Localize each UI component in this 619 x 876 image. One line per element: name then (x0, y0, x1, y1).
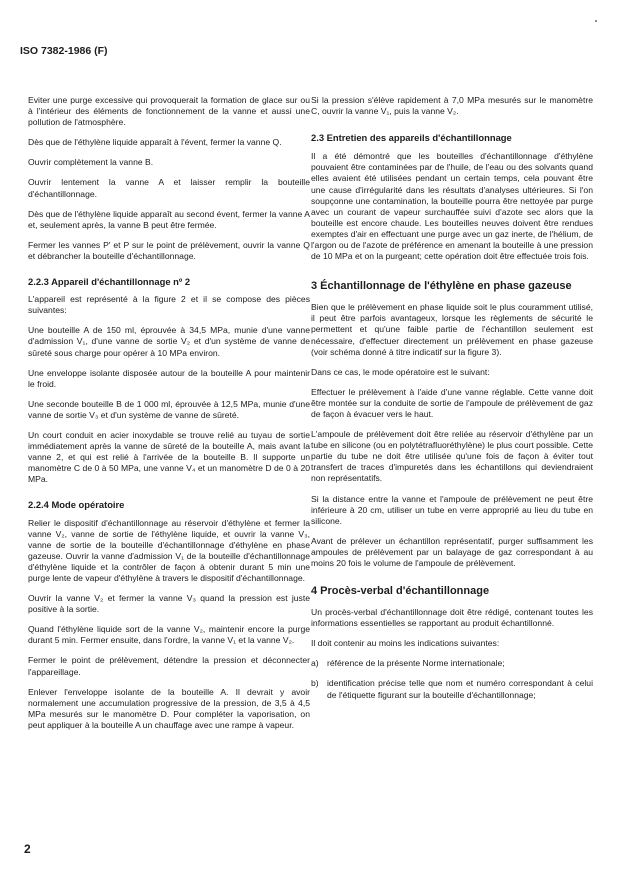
paragraph: Il a été démontré que les bouteilles d'échantillonnage d'éthylène pouvaient être contaminées par de l'huile, de l'eau ou des solvants quand elles avaient été utilisées pendant un certain temps, cela pouvant être une cause d'irrégularité dans les résultats d'analyses ultérieures. Si l'on soupçonne une contamination, la bouteille pourra être nettoyée par purge avec un courant de vapeur surchauffée suivi d'azote sec alors que la bouteille est encore chaude. Les bouteilles neuves doivent être rendues exemptes d'air en effectuant une purge avec un gaz inerte, de l'hélium, de l'argon ou de l'azote de préférence en amenant la bouteille à une pression de 10 MPa et on la purgeant; cette opération doit être effectuée trois fois. (311, 151, 593, 262)
paragraph: Ouvrir complètement la vanne B. (28, 157, 154, 168)
scan-speck (595, 20, 597, 22)
paragraph: Relier le dispositif d'échantillonnage au réservoir d'éthylène et fermer la vanne V₂, vanne de sortie de l'éthylène liquide, et ouvrir la vanne V₃, vanne de sortie de la bouteille d'échantillonnage d'éthylène en phase gazeuse. Ouvrir la vanne d'admission V₁ de la bouteille d'échantillonnage d'éthylène liquide et la contrôler de façon à obtenir durant 5 min une purge lente de vapeur d'éthylène à travers le dispositif d'échantillonnage. (28, 517, 310, 583)
section-heading-2-2-3: 2.2.3 Appareil d'échantillonnage nº 2 (28, 276, 191, 288)
paragraph: Une enveloppe isolante disposée autour de la bouteille A pour maintenir le froid. (28, 367, 310, 389)
paragraph: Ouvrir la vanne V₂ et fermer la vanne V₃ quand la pression est juste positive à la sortie. (28, 593, 310, 615)
list-item-text: référence de la présente Norme internationale; (327, 658, 505, 669)
left-column (28, 95, 310, 731)
paragraph: Un court conduit en acier inoxydable se trouve relié au tuyau de sortie immédiatement après la vanne de sûreté de la bouteille A, mais avant la vanne 2, et qui est relié à l'arrivée de la bouteille B. Il supporte un manomètre C de 0 à 50 MPa, une vanne V₄ et un manomètre D de 0 à 20 MPa. (28, 429, 310, 485)
paragraph: Dès que de l'éthylène liquide apparaît au second évent, fermer la vanne A et, seulement après, la vanne B peut être fermée. (28, 208, 310, 230)
list-item (311, 678, 593, 700)
paragraph: Fermer le point de prélèvement, détendre la pression et déconnecter l'appareillage. (28, 655, 310, 677)
section-heading-4: 4 Procès-verbal d'échantillonnage (311, 585, 490, 598)
paragraph: Dès que de l'éthylène liquide apparaît à l'évent, fermer la vanne Q. (28, 137, 282, 148)
page-header: ISO 7382-1986 (F) (20, 45, 108, 57)
paragraph: L'appareil est représenté à la figure 2 et il se compose des pièces suivantes: (28, 294, 310, 316)
paragraph: Un procès-verbal d'échantillonnage doit être rédigé, contenant toutes les informations essentielles se rapportant au produit échantillonné. (311, 607, 593, 629)
section-heading-2-3: 2.3 Entretien des appareils d'échantillonnage (311, 132, 512, 144)
paragraph: Eviter une purge excessive qui provoquerait la formation de glace sur ou à l'intérieur des éléments de fonctionnement de la vanne et aussi une pollution de l'atmosphère. (28, 95, 310, 128)
list-item-key: b) (311, 678, 319, 689)
paragraph: Enlever l'enveloppe isolante de la bouteille A. Il devrait y avoir normalement une accumulation progressive de la pression, de 3,5 à 4,5 MPa mesurés sur le manomètre D. Pour compléter la vaporisation, on peut appliquer à la bouteille A un chauffage avec une rampe à vapeur. (28, 686, 310, 730)
list-item-key: a) (311, 658, 319, 669)
paragraph: Bien que le prélèvement en phase liquide soit le plus couramment utilisé, il peut être parfois avantageux, lorsque les règlements de sécurité le permettent et qu'une faible partie de l'échantillon seulement est nécessaire, d'effectuer directement un prélèvement en phase gazeuse (voir schéma donné à titre indicatif sur la figure 3). (311, 302, 593, 357)
list-item (311, 658, 593, 669)
paragraph: L'ampoule de prélèvement doit être reliée au réservoir d'éthylène par un tube en silicone (ou en polytétrafluoréthylène) le plus court possible. Cette partie du tube ne doit être utilisée qu'une fois de façon à éviter tout transfert de traces d'impuretés dans les échantillons qui deviendraient non représentatifs. (311, 429, 593, 484)
paragraph: Une bouteille A de 150 ml, éprouvée à 34,5 MPa, munie d'une vanne d'admission V₁, d'une vanne de sortie V₂ et d'un système de vanne de sûreté sous charge pour opérer à 10 MPa environ. (28, 325, 310, 358)
paragraph: Quand l'éthylène liquide sort de la vanne V₂, maintenir encore la purge durant 5 min. Fermer ensuite, dans l'ordre, la vanne V₁ et la vanne V₂. (28, 624, 310, 646)
paragraph: Il doit contenir au moins les indications suivantes: (311, 638, 500, 649)
paragraph: Une seconde bouteille B de 1 000 ml, éprouvée à 12,5 MPa, munie d'une vanne de sortie V₃ et d'un système de vanne de sûreté. (28, 398, 310, 420)
paragraph: Avant de prélever un échantillon représentatif, purger suffisamment les ampoules de prélèvement par un balayage de gaz correspondant à au moins 20 fois le volume de l'ampoule de prélèvement. (311, 535, 593, 568)
section-heading-2-2-4: 2.2.4 Mode opératoire (28, 499, 125, 511)
section-heading-3: 3 Échantillonnage de l'éthylène en phase gazeuse (311, 280, 572, 293)
paragraph: Fermer les vannes P' et P sur le point de prélèvement, ouvrir la vanne Q et débrancher la bouteille d'échantillonnage. (28, 239, 310, 261)
paragraph: Dans ce cas, le mode opératoire est le suivant: (311, 366, 490, 377)
right-column (311, 95, 593, 701)
paragraph: Effectuer le prélèvement à l'aide d'une vanne réglable. Cette vanne doit être montée sur la conduite de sortie de l'ampoule de prélèvement de gaz de façon à évacuer vers le haut. (311, 386, 593, 419)
paragraph: Si la pression s'élève rapidement à 7,0 MPa mesurés sur le manomètre C, ouvrir la vanne V₁, puis la vanne V₂. (311, 95, 593, 117)
page-number: 2 (24, 842, 31, 856)
list-item-text: identification précise telle que nom et numéro correspondant à celui de l'étiquette figurant sur la bouteille d'échantillonnage; (327, 678, 593, 700)
paragraph: Ouvrir lentement la vanne A et laisser remplir la bouteille d'échantillonnage. (28, 177, 310, 199)
paragraph: Si la distance entre la vanne et l'ampoule de prélèvement ne peut être inférieure à 20 cm, utiliser un tube en verre approprié au lieu du tube en silicone. (311, 493, 593, 526)
